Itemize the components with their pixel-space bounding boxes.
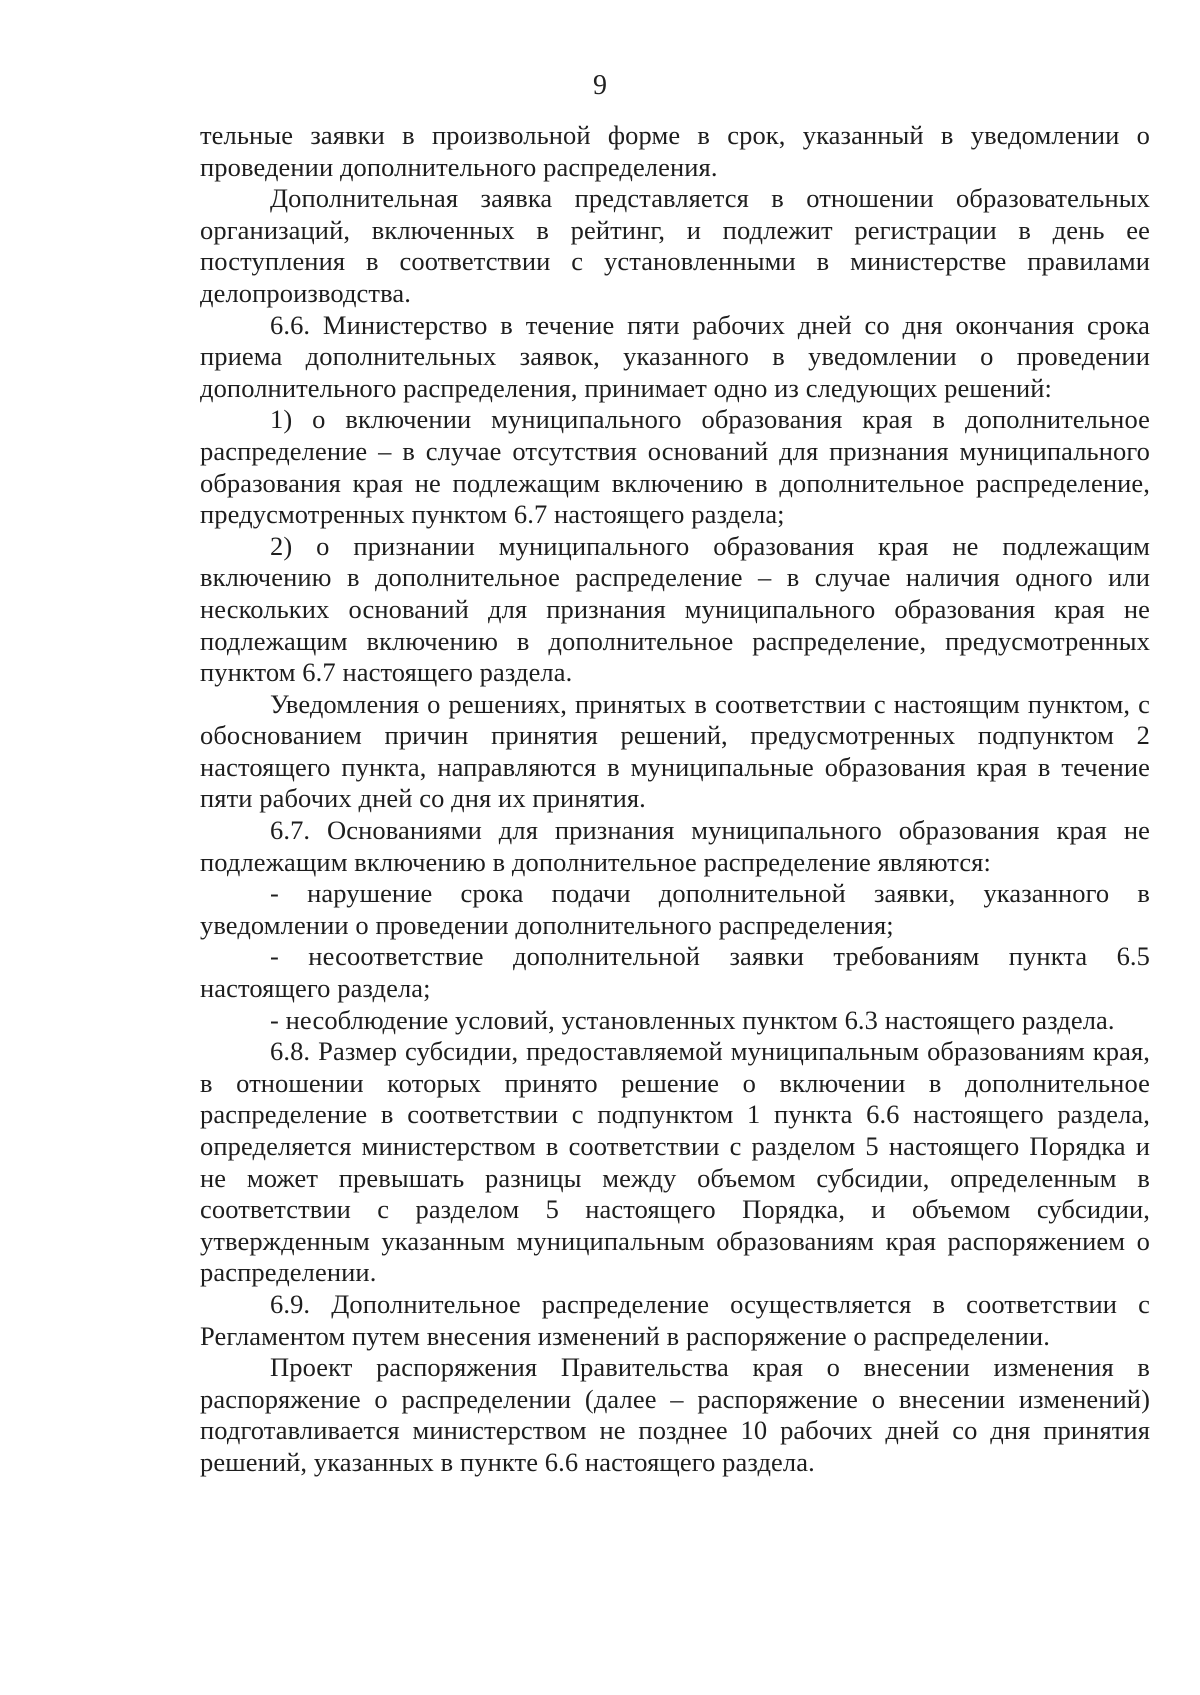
paragraph-notifications: Уведомления о решениях, принятых в соответствии с настоящим пунктом, с обоснованием причин принятия решений, предусмотренных подпунктом 2 настоящего пункта, направляются в муниципальные образования края в течение пяти рабочих дней со дня их принятия. [200, 688, 1150, 814]
paragraph-6-8: 6.8. Размер субсидии, предоставляемой муниципальным образованиям края, в отношении которых принято решение о включении в дополнительное распределение в соответствии с подпунктом 1 пункта 6.6 настоящего раздела, определяется министерством в соответствии с разделом 5 настоящего Порядка и не может превышать разницы между объемом субсидии, определенным в соответствии с разделом 5 настоящего Порядка, и объемом субсидии, утвержденным указанным муниципальным образованиям края распоряжением о распределении. [200, 1036, 1150, 1288]
page-number: 9 [593, 70, 607, 101]
paragraph-6-6: 6.6. Министерство в течение пяти рабочих дней со дня окончания срока приема дополнительных заявок, указанного в уведомлении о проведении дополнительного распределения, принимает одно из следующих решений: [200, 309, 1150, 403]
paragraph-6-7-bullet-2: - несоответствие дополнительной заявки требованиям пункта 6.5 настоящего раздела; [200, 941, 1150, 1004]
paragraph-6-7: 6.7. Основаниями для признания муниципального образования края не подлежащим включению в дополнительное распределение являются: [200, 815, 1150, 877]
paragraph-additional-application: Дополнительная заявка представляется в отношении образовательных организаций, включенных в рейтинг, и подлежит регистрации в день ее поступления в соответствии с установленными в министерстве правилами делопроизводства. [200, 183, 1150, 308]
paragraph-draft-order: Проект распоряжения Правительства края о внесении изменения в распоряжение о распределении (далее – распоряжение о внесении изменений) подготавливается министерством не позднее 10 рабочих дней со дня принятия решений, указанных в пункте 6.6 настоящего раздела. [200, 1352, 1150, 1477]
document-body [200, 120, 1150, 1479]
paragraph-6-7-bullet-1: - нарушение срока подачи дополнительной заявки, указанного в уведомлении о проведении дополнительного распределения; [200, 878, 1150, 940]
paragraph-6-7-bullet-3: - несоблюдение условий, установленных пунктом 6.3 настоящего раздела. [270, 1004, 1115, 1035]
paragraph-6-6-item-2: 2) о признании муниципального образования края не подлежащим включению в дополнительное распределение – в случае наличия одного или нескольких оснований для признания муниципального образования края не подлежащим включению в дополнительное распределение, предусмотренных пунктом 6.7 настоящего раздела. [200, 530, 1150, 688]
paragraph-6-9: 6.9. Дополнительное распределение осуществляется в соответствии с Регламентом путем внесения изменений в распоряжение о распределении. [200, 1288, 1150, 1351]
paragraph-6-6-item-1: 1) о включении муниципального образования края в дополнительное распределение – в случае отсутствия оснований для признания муниципального образования края не подлежащим включению в дополнительное распределение, предусмотренных пунктом 6.7 настоящего раздела; [200, 404, 1150, 530]
paragraph-continuation: тельные заявки в произвольной форме в срок, указанный в уведомлении о проведении дополнительного распределения. [200, 120, 1150, 182]
